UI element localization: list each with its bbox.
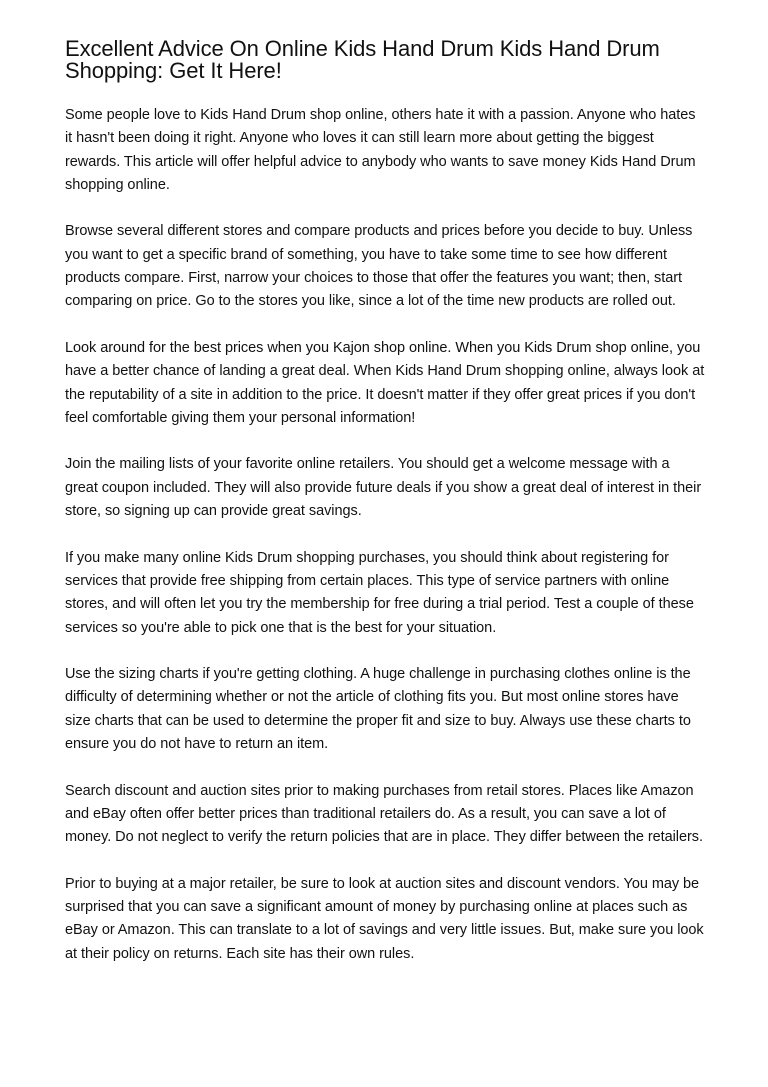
paragraph-auction-sites: Prior to buying at a major retailer, be sure to look at auction sites and discount vendors. You may be surprised that you can save a significant amount of money by purchasing online at places such as eBay or Amazon. This can translate to a lot of savings and very little issues. But, make sure you look at their policy on returns. Each site has their own rules. — [65, 875, 704, 962]
paragraph-intro: Some people love to Kids Hand Drum shop online, others hate it with a passion. Anyone who hates it hasn't been doing it right. Anyone who loves it can still learn more about getting the biggest rewards. This article will offer helpful advice to anybody who wants to save money Kids Hand Drum shopping online. — [65, 107, 696, 193]
document-page — [65, 38, 705, 989]
paragraph-mailing-lists: Join the mailing lists of your favorite online retailers. You should get a welcome message with a great coupon included. They will also provide future deals if you show a great deal of interest in their store, so signing up can provide great savings. — [65, 456, 702, 520]
paragraph-sizing-charts: Use the sizing charts if you're getting clothing. A huge challenge in purchasing clothes online is the difficulty of determining whether or not the article of clothing fits you. But most online stores have size charts that can be used to determine the proper fit and size to buy. Always use these charts to ensure you do not have to return an item. — [65, 666, 691, 753]
document-title: Excellent Advice On Online Kids Hand Drum Kids Hand Drum Shopping: Get It Here! — [65, 36, 660, 83]
paragraph-discount-sites: Search discount and auction sites prior to making purchases from retail stores. Places like Amazon and eBay often offer better prices than traditional retailers do. As a result, you can save a lot of money. Do not neglect to verify the return policies that are in place. They differ between the retailers. — [65, 782, 703, 846]
paragraph-compare-stores: Browse several different stores and compare products and prices before you decide to buy. Unless you want to get a specific brand of something, you have to take some time to see how different products compare. First, narrow your choices to those that offer the features you want; then, start comparing on price. Go to the stores you like, since a lot of the time new products are rolled out. — [65, 223, 693, 310]
paragraph-best-prices: Look around for the best prices when you Kajon shop online. When you Kids Drum shop online, you have a better chance of landing a great deal. When Kids Hand Drum shopping online, always look at the reputability of a site in addition to the price. It doesn't matter if they offer great prices if you don't feel comfortable giving them your personal information! — [65, 339, 705, 426]
paragraph-free-shipping: If you make many online Kids Drum shopping purchases, you should think about registering for services that provide free shipping from certain places. This type of service partners with online stores, and will often let you try the membership for free during a trial period. Test a couple of these services so you're able to pick one that is the best for your situation. — [65, 549, 694, 636]
